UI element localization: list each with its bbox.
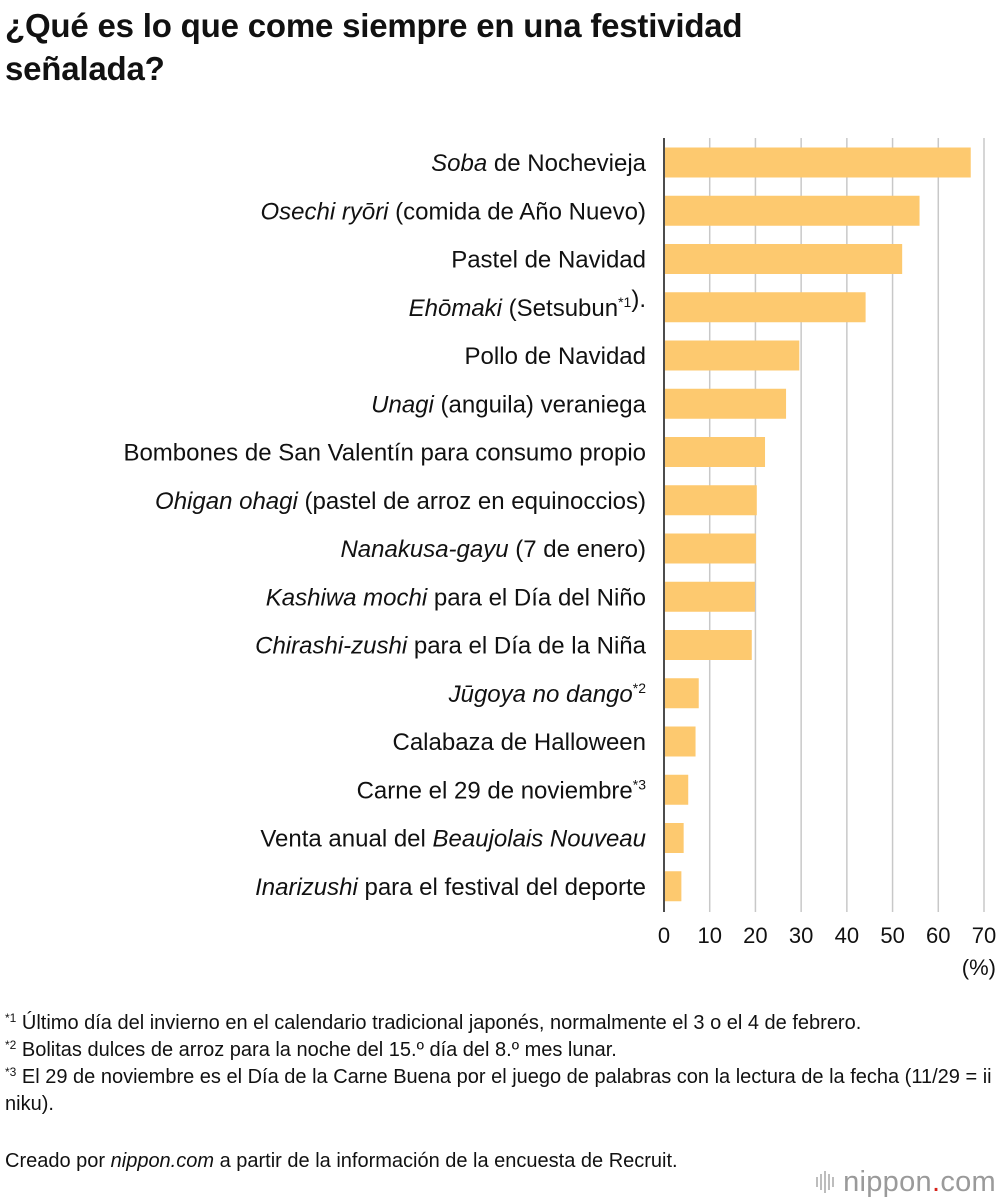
tick-label-20: 20 <box>743 923 768 948</box>
tick-label-50: 50 <box>880 923 905 948</box>
footnote-text: Bolitas dulces de arroz para la noche del 15.º día del 8.º mes lunar. <box>16 1039 617 1061</box>
category-label-9: Nanakusa-gayu (7 de enero) <box>340 536 646 563</box>
footnote-3 <box>5 1064 995 1118</box>
credit-source: nippon.com <box>110 1150 215 1172</box>
footnotes <box>5 1010 995 1118</box>
footnote-text: Último día del invierno en el calendario tradicional japonés, normalmente el 3 o el 4 de febrero. <box>16 1012 862 1034</box>
bar-4 <box>665 292 866 322</box>
category-labels <box>123 150 646 901</box>
category-label-6: Unagi (anguila) veraniega <box>371 391 646 419</box>
bar-12 <box>665 678 699 708</box>
logo-name: nippon <box>843 1165 932 1198</box>
category-label-14: Carne el 29 de noviembre$^{*3}$ <box>356 776 646 805</box>
category-label-4: Ehōmaki (Setsubun$^{*1}$). <box>408 285 646 322</box>
bar-14 <box>665 775 688 805</box>
bar-7 <box>665 437 765 467</box>
bar-6 <box>665 389 786 419</box>
footnote-1 <box>5 1010 995 1037</box>
bar-9 <box>665 534 756 564</box>
footnote-mark: *2 <box>5 1038 17 1052</box>
tick-label-40: 40 <box>834 923 860 948</box>
category-label-2: Osechi ryōri (comida de Año Nuevo) <box>260 198 646 226</box>
category-label-11: Chirashi-zushi para el Día de la Niña <box>255 632 646 660</box>
tick-label-60: 60 <box>926 923 951 948</box>
bar-16 <box>665 871 681 901</box>
footnote-mark: *3 <box>5 1065 17 1079</box>
tick-label-70: 70 <box>971 923 997 948</box>
credit-suffix: a partir de la información de la encuesta de Recruit. <box>214 1150 678 1172</box>
bar-11 <box>665 630 752 660</box>
credit-prefix: Creado por <box>5 1150 111 1172</box>
logo-wordmark <box>843 1166 996 1199</box>
category-label-5: Pollo de Navidad <box>464 343 646 370</box>
logo-bars-icon <box>816 1171 834 1193</box>
bar-3 <box>665 244 902 274</box>
chart-title: ¿Qué es lo que come siempre en una festividad señalada? <box>5 7 743 87</box>
tick-label-0: 0 <box>657 923 671 948</box>
source-credit <box>5 1148 735 1175</box>
category-label-10: Kashiwa mochi para el Día del Niño <box>265 584 646 612</box>
bar-2 <box>665 196 920 226</box>
category-label-3: Pastel de Navidad <box>451 246 646 274</box>
bar-15 <box>665 823 684 853</box>
logo-tld: com <box>940 1165 996 1198</box>
bar-13 <box>665 727 696 757</box>
tick-label-10: 10 <box>697 923 722 948</box>
category-label-15: Venta anual del Beaujolais Nouveau <box>260 825 646 853</box>
x-axis-ticks <box>658 923 996 948</box>
footnote-2 <box>5 1037 995 1064</box>
category-label-12: Jūgoya no dango$^{*2}$ <box>448 679 646 708</box>
nippon-logo <box>816 1166 996 1198</box>
x-axis-unit: (%) <box>961 955 996 980</box>
category-label-7: Bombones de San Valentín para consumo propio <box>123 439 646 467</box>
footnote-text: El 29 de noviembre es el Día de la Carne Buena por el juego de palabras con la lectura de la fecha (11/29 = ii niku). <box>5 1066 992 1115</box>
category-label-1: Soba de Nochevieja <box>431 150 646 177</box>
category-label-13: Calabaza de Halloween <box>392 729 646 756</box>
bar-8 <box>665 485 757 515</box>
bar-1 <box>665 148 971 178</box>
tick-label-30: 30 <box>788 923 814 948</box>
category-label-8: Ohigan ohagi (pastel de arroz en equinoccios) <box>155 487 646 515</box>
bar-10 <box>665 582 755 612</box>
bar-5 <box>665 341 799 371</box>
bars <box>665 148 971 902</box>
logo-dot: . <box>931 1165 941 1198</box>
footnote-mark: *1 <box>5 1011 17 1025</box>
category-label-16: Inarizushi para el festival del deporte <box>255 873 646 901</box>
